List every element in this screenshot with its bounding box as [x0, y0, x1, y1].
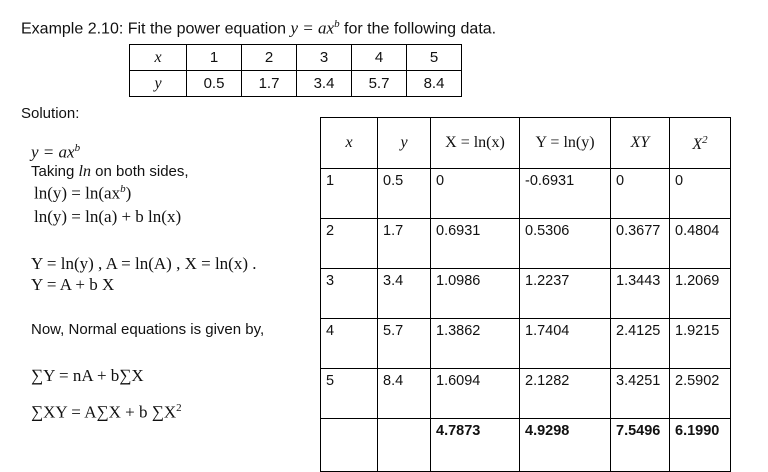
cell-ln-x: 1.0986 [431, 269, 520, 319]
cell-x-squared: 1.2069 [670, 269, 731, 319]
cell-x: 3 [321, 269, 378, 319]
cell-xy: 1.3443 [611, 269, 670, 319]
equation-ln-text: ln(y) = ln(ax [34, 183, 121, 203]
total-y [378, 419, 431, 472]
cell-ln-x: 1.6094 [431, 369, 520, 419]
heading-equation-exponent: b [334, 18, 340, 30]
cell-ln-x: 1.3862 [431, 319, 520, 369]
cell-ln-y: -0.6931 [520, 169, 611, 219]
equation-power-exponent: b [74, 142, 81, 154]
cell-x: 2 [321, 219, 378, 269]
equation-ln-close: ) [125, 183, 132, 203]
total-ln-x: 4.7873 [431, 419, 520, 472]
cell-y: 8.4 [378, 369, 431, 419]
normal-equation-1: ∑Y = nA + b∑X [31, 366, 144, 385]
data-table-cell: 0.5 [187, 71, 242, 97]
header-xy: XY [611, 118, 670, 169]
cell-x-squared: 0.4804 [670, 219, 731, 269]
equation-ln-exponent: b [120, 183, 126, 195]
cell-xy: 2.4125 [611, 319, 670, 369]
data-table-y-header: y [130, 71, 187, 97]
data-table-cell: 3.4 [297, 71, 352, 97]
taking-suffix: on both sides, [90, 163, 189, 180]
cell-x: 4 [321, 319, 378, 369]
header-y: y [378, 118, 431, 169]
cell-x-squared: 1.9215 [670, 319, 731, 369]
data-table-cell: 2 [242, 45, 297, 71]
data-table-cell: 8.4 [407, 71, 462, 97]
cell-x-squared: 2.5902 [670, 369, 731, 419]
cell-ln-y: 1.2237 [520, 269, 611, 319]
table-row [321, 169, 731, 219]
header-x-squared: $X^2$ [670, 118, 731, 169]
cell-ln-x: 0 [431, 169, 520, 219]
header-x: x [321, 118, 378, 169]
heading-equation: y = ax [290, 18, 335, 38]
cell-y: 5.7 [378, 319, 431, 369]
equation-power-base: y = ax [31, 142, 75, 162]
cell-y: 0.5 [378, 169, 431, 219]
equation-ln-expanded: ln(y) = ln(a) + b ln(x) [34, 207, 182, 226]
linear-form: Y = A + b X [31, 275, 115, 294]
table-row [321, 369, 731, 419]
equation-ln-both-sides [34, 183, 131, 204]
taking-ln: ln [78, 163, 91, 180]
cell-ln-x: 0.6931 [431, 219, 520, 269]
data-table-cell: 4 [352, 45, 407, 71]
data-table-cell: 5 [407, 45, 462, 71]
normal-equations-text: Now, Normal equations is given by, [31, 321, 265, 338]
header-ln-y: Y = ln(y) [520, 118, 611, 169]
cell-y: 1.7 [378, 219, 431, 269]
total-x-squared: 6.1990 [670, 419, 731, 472]
taking-prefix: Taking [31, 163, 79, 180]
cell-x: 5 [321, 369, 378, 419]
total-ln-y: 4.9298 [520, 419, 611, 472]
data-table-cell: 1 [187, 45, 242, 71]
example-heading [21, 18, 496, 38]
cell-ln-y: 2.1282 [520, 369, 611, 419]
heading-suffix: for the following data. [339, 20, 497, 38]
cell-x: 1 [321, 169, 378, 219]
normal-equation-2-text: ∑XY = A∑X + b ∑X [31, 402, 177, 422]
totals-row [321, 419, 731, 472]
cell-y: 3.4 [378, 269, 431, 319]
total-x [321, 419, 378, 472]
taking-ln-text [31, 163, 189, 181]
normal-equation-2-exponent: 2 [176, 402, 182, 414]
cell-xy: 3.4251 [611, 369, 670, 419]
table-row [321, 319, 731, 369]
data-table-cell: 5.7 [352, 71, 407, 97]
cell-ln-y: 0.5306 [520, 219, 611, 269]
header-ln-x: X = ln(x) [431, 118, 520, 169]
heading-prefix: Example 2.10: Fit the power equation [21, 20, 291, 38]
total-xy: 7.5496 [611, 419, 670, 472]
cell-xy: 0.3677 [611, 219, 670, 269]
cell-x-squared: 0 [670, 169, 731, 219]
substitution-line: Y = ln(y) , A = ln(A) , X = ln(x) . [31, 254, 257, 273]
data-table-cell: 3 [297, 45, 352, 71]
table-row [321, 219, 731, 269]
solution-table-header-row [321, 118, 731, 169]
data-table-y-row [130, 71, 462, 97]
cell-xy: 0 [611, 169, 670, 219]
equation-power [31, 142, 80, 163]
data-table-cell: 1.7 [242, 71, 297, 97]
normal-equation-2 [31, 402, 182, 423]
table-row [321, 269, 731, 319]
cell-ln-y: 1.7404 [520, 319, 611, 369]
solution-table [320, 117, 731, 472]
data-table-x-header: x [130, 45, 187, 71]
data-table [129, 44, 462, 97]
data-table-x-row [130, 45, 462, 71]
solution-label: Solution: [21, 105, 80, 122]
